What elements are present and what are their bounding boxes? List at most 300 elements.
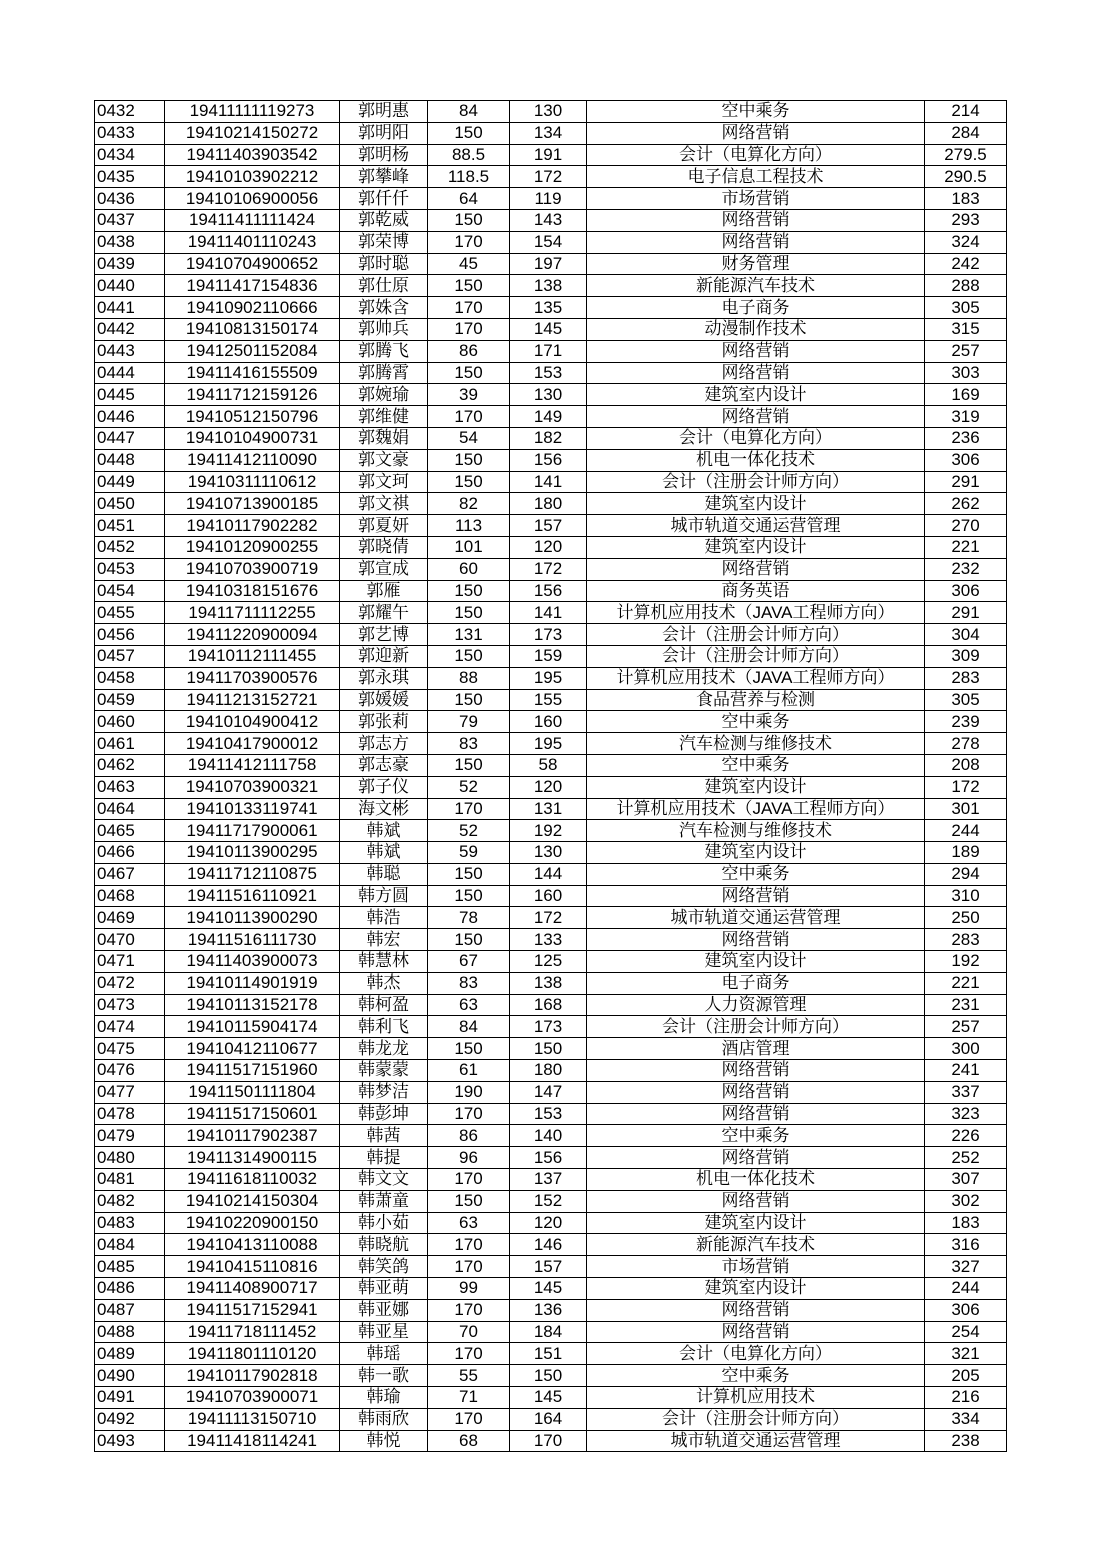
major-cell: 会计（电算化方向） <box>587 144 925 166</box>
total-score-cell: 208 <box>925 754 1007 776</box>
total-score-cell: 300 <box>925 1038 1007 1060</box>
name-cell: 韩宏 <box>340 929 428 951</box>
table-row <box>95 1408 1007 1430</box>
table-row <box>95 1212 1007 1234</box>
row-number-cell: 0443 <box>95 340 165 362</box>
major-cell: 网络营销 <box>587 1299 925 1321</box>
table-row <box>95 1256 1007 1278</box>
exam-id-cell: 19410417900012 <box>165 733 340 755</box>
table-row <box>95 994 1007 1016</box>
total-score-cell: 183 <box>925 188 1007 210</box>
total-score-cell: 323 <box>925 1103 1007 1125</box>
table-row <box>95 384 1007 406</box>
name-cell: 郭婉瑜 <box>340 384 428 406</box>
major-cell: 电子商务 <box>587 972 925 994</box>
major-cell: 计算机应用技术（JAVA工程师方向） <box>587 798 925 820</box>
score-1-cell: 101 <box>428 536 510 558</box>
score-1-cell: 61 <box>428 1060 510 1082</box>
total-score-cell: 306 <box>925 580 1007 602</box>
row-number-cell: 0453 <box>95 558 165 580</box>
exam-id-cell: 19410117902387 <box>165 1125 340 1147</box>
total-score-cell: 306 <box>925 449 1007 471</box>
table-row <box>95 1125 1007 1147</box>
row-number-cell: 0490 <box>95 1365 165 1387</box>
major-cell: 网络营销 <box>587 1103 925 1125</box>
exam-id-cell: 19411408900717 <box>165 1278 340 1300</box>
total-score-cell: 294 <box>925 863 1007 885</box>
name-cell: 郭腾霄 <box>340 362 428 384</box>
table-row <box>95 275 1007 297</box>
score-2-cell: 172 <box>510 907 587 929</box>
score-table <box>94 100 1007 1452</box>
major-cell: 电子信息工程技术 <box>587 166 925 188</box>
name-cell: 郭迎新 <box>340 645 428 667</box>
table-row <box>95 1038 1007 1060</box>
total-score-cell: 183 <box>925 1212 1007 1234</box>
table-row <box>95 449 1007 471</box>
table-row <box>95 951 1007 973</box>
row-number-cell: 0456 <box>95 624 165 646</box>
table-row <box>95 602 1007 624</box>
score-2-cell: 144 <box>510 863 587 885</box>
score-1-cell: 150 <box>428 689 510 711</box>
score-1-cell: 70 <box>428 1321 510 1343</box>
score-2-cell: 150 <box>510 1038 587 1060</box>
score-1-cell: 131 <box>428 624 510 646</box>
name-cell: 郭仕原 <box>340 275 428 297</box>
total-score-cell: 172 <box>925 776 1007 798</box>
name-cell: 郭文祺 <box>340 493 428 515</box>
table-row <box>95 972 1007 994</box>
score-1-cell: 60 <box>428 558 510 580</box>
major-cell: 建筑室内设计 <box>587 493 925 515</box>
exam-id-cell: 19411517151960 <box>165 1060 340 1082</box>
score-2-cell: 156 <box>510 1147 587 1169</box>
total-score-cell: 216 <box>925 1387 1007 1409</box>
score-1-cell: 150 <box>428 602 510 624</box>
exam-id-cell: 19410713900185 <box>165 493 340 515</box>
score-1-cell: 118.5 <box>428 166 510 188</box>
score-2-cell: 58 <box>510 754 587 776</box>
total-score-cell: 337 <box>925 1081 1007 1103</box>
row-number-cell: 0469 <box>95 907 165 929</box>
table-row <box>95 1365 1007 1387</box>
score-1-cell: 83 <box>428 733 510 755</box>
total-score-cell: 192 <box>925 951 1007 973</box>
exam-id-cell: 19412501152084 <box>165 340 340 362</box>
name-cell: 郭魏娟 <box>340 427 428 449</box>
score-2-cell: 120 <box>510 536 587 558</box>
score-2-cell: 140 <box>510 1125 587 1147</box>
total-score-cell: 257 <box>925 1016 1007 1038</box>
table-row <box>95 188 1007 210</box>
row-number-cell: 0471 <box>95 951 165 973</box>
total-score-cell: 327 <box>925 1256 1007 1278</box>
table-row <box>95 1430 1007 1452</box>
row-number-cell: 0460 <box>95 711 165 733</box>
total-score-cell: 305 <box>925 297 1007 319</box>
name-cell: 郭明杨 <box>340 144 428 166</box>
name-cell: 郭乾威 <box>340 209 428 231</box>
exam-id-cell: 19411412110090 <box>165 449 340 471</box>
exam-id-cell: 19410103902212 <box>165 166 340 188</box>
name-cell: 韩斌 <box>340 820 428 842</box>
major-cell: 会计（注册会计师方向） <box>587 1408 925 1430</box>
score-2-cell: 172 <box>510 166 587 188</box>
score-2-cell: 120 <box>510 1212 587 1234</box>
total-score-cell: 291 <box>925 602 1007 624</box>
major-cell: 市场营销 <box>587 1256 925 1278</box>
exam-id-cell: 19410104900412 <box>165 711 340 733</box>
row-number-cell: 0457 <box>95 645 165 667</box>
score-1-cell: 86 <box>428 1125 510 1147</box>
score-1-cell: 68 <box>428 1430 510 1452</box>
row-number-cell: 0432 <box>95 101 165 123</box>
score-2-cell: 151 <box>510 1343 587 1365</box>
exam-id-cell: 19410703900321 <box>165 776 340 798</box>
name-cell: 韩小茹 <box>340 1212 428 1234</box>
score-2-cell: 156 <box>510 449 587 471</box>
name-cell: 韩斌 <box>340 842 428 864</box>
table-row <box>95 624 1007 646</box>
table-row <box>95 1190 1007 1212</box>
exam-id-cell: 19410311110612 <box>165 471 340 493</box>
score-2-cell: 153 <box>510 1103 587 1125</box>
row-number-cell: 0463 <box>95 776 165 798</box>
major-cell: 计算机应用技术 <box>587 1387 925 1409</box>
score-1-cell: 170 <box>428 1256 510 1278</box>
score-2-cell: 164 <box>510 1408 587 1430</box>
total-score-cell: 310 <box>925 885 1007 907</box>
name-cell: 韩茜 <box>340 1125 428 1147</box>
score-1-cell: 79 <box>428 711 510 733</box>
name-cell: 郭宣成 <box>340 558 428 580</box>
score-2-cell: 157 <box>510 515 587 537</box>
score-2-cell: 192 <box>510 820 587 842</box>
major-cell: 计算机应用技术（JAVA工程师方向） <box>587 667 925 689</box>
score-2-cell: 138 <box>510 972 587 994</box>
table-row <box>95 1387 1007 1409</box>
table-row <box>95 929 1007 951</box>
score-1-cell: 88.5 <box>428 144 510 166</box>
major-cell: 空中乘务 <box>587 754 925 776</box>
name-cell: 郭艺博 <box>340 624 428 646</box>
table-row <box>95 1103 1007 1125</box>
major-cell: 财务管理 <box>587 253 925 275</box>
name-cell: 韩一歌 <box>340 1365 428 1387</box>
total-score-cell: 283 <box>925 667 1007 689</box>
row-number-cell: 0435 <box>95 166 165 188</box>
row-number-cell: 0486 <box>95 1278 165 1300</box>
score-1-cell: 39 <box>428 384 510 406</box>
score-2-cell: 133 <box>510 929 587 951</box>
table-row <box>95 558 1007 580</box>
total-score-cell: 306 <box>925 1299 1007 1321</box>
row-number-cell: 0488 <box>95 1321 165 1343</box>
major-cell: 建筑室内设计 <box>587 776 925 798</box>
score-2-cell: 170 <box>510 1430 587 1452</box>
exam-id-cell: 19411403903542 <box>165 144 340 166</box>
table-row <box>95 406 1007 428</box>
table-row <box>95 166 1007 188</box>
name-cell: 郭姝含 <box>340 297 428 319</box>
row-number-cell: 0455 <box>95 602 165 624</box>
score-1-cell: 170 <box>428 1343 510 1365</box>
score-1-cell: 150 <box>428 209 510 231</box>
score-1-cell: 150 <box>428 449 510 471</box>
table-row <box>95 1169 1007 1191</box>
score-2-cell: 141 <box>510 471 587 493</box>
score-1-cell: 63 <box>428 994 510 1016</box>
score-2-cell: 171 <box>510 340 587 362</box>
score-2-cell: 145 <box>510 1278 587 1300</box>
score-1-cell: 150 <box>428 1038 510 1060</box>
score-2-cell: 131 <box>510 798 587 820</box>
name-cell: 郭张莉 <box>340 711 428 733</box>
exam-id-cell: 19410902110666 <box>165 297 340 319</box>
total-score-cell: 304 <box>925 624 1007 646</box>
row-number-cell: 0447 <box>95 427 165 449</box>
score-2-cell: 130 <box>510 384 587 406</box>
score-1-cell: 170 <box>428 318 510 340</box>
row-number-cell: 0434 <box>95 144 165 166</box>
score-2-cell: 135 <box>510 297 587 319</box>
row-number-cell: 0485 <box>95 1256 165 1278</box>
total-score-cell: 221 <box>925 972 1007 994</box>
total-score-cell: 242 <box>925 253 1007 275</box>
table-row <box>95 798 1007 820</box>
score-1-cell: 150 <box>428 645 510 667</box>
exam-id-cell: 19410412110677 <box>165 1038 340 1060</box>
name-cell: 郭耀午 <box>340 602 428 624</box>
major-cell: 空中乘务 <box>587 711 925 733</box>
score-2-cell: 155 <box>510 689 587 711</box>
table-row <box>95 1299 1007 1321</box>
major-cell: 网络营销 <box>587 1190 925 1212</box>
row-number-cell: 0487 <box>95 1299 165 1321</box>
table-row <box>95 667 1007 689</box>
exam-id-cell: 19410214150304 <box>165 1190 340 1212</box>
total-score-cell: 226 <box>925 1125 1007 1147</box>
name-cell: 韩柯盈 <box>340 994 428 1016</box>
score-2-cell: 145 <box>510 318 587 340</box>
major-cell: 建筑室内设计 <box>587 536 925 558</box>
major-cell: 食品营养与检测 <box>587 689 925 711</box>
name-cell: 韩提 <box>340 1147 428 1169</box>
total-score-cell: 254 <box>925 1321 1007 1343</box>
exam-id-cell: 19411213152721 <box>165 689 340 711</box>
score-1-cell: 150 <box>428 122 510 144</box>
row-number-cell: 0444 <box>95 362 165 384</box>
score-2-cell: 152 <box>510 1190 587 1212</box>
major-cell: 会计（注册会计师方向） <box>587 471 925 493</box>
major-cell: 空中乘务 <box>587 1365 925 1387</box>
score-2-cell: 134 <box>510 122 587 144</box>
exam-id-cell: 19411516111730 <box>165 929 340 951</box>
score-1-cell: 45 <box>428 253 510 275</box>
name-cell: 韩萧童 <box>340 1190 428 1212</box>
exam-id-cell: 19410113152178 <box>165 994 340 1016</box>
exam-id-cell: 19411411111424 <box>165 209 340 231</box>
name-cell: 韩晓航 <box>340 1234 428 1256</box>
exam-id-cell: 19411412111758 <box>165 754 340 776</box>
score-2-cell: 160 <box>510 711 587 733</box>
score-2-cell: 145 <box>510 1387 587 1409</box>
score-1-cell: 150 <box>428 863 510 885</box>
name-cell: 郭攀峰 <box>340 166 428 188</box>
table-row <box>95 820 1007 842</box>
major-cell: 电子商务 <box>587 297 925 319</box>
table-row <box>95 427 1007 449</box>
name-cell: 韩瑜 <box>340 1387 428 1409</box>
table-row <box>95 318 1007 340</box>
table-row <box>95 645 1007 667</box>
major-cell: 会计（注册会计师方向） <box>587 1016 925 1038</box>
total-score-cell: 301 <box>925 798 1007 820</box>
exam-id-cell: 19411403900073 <box>165 951 340 973</box>
name-cell: 郭仟仟 <box>340 188 428 210</box>
table-row <box>95 1278 1007 1300</box>
name-cell: 郭雁 <box>340 580 428 602</box>
score-2-cell: 156 <box>510 580 587 602</box>
total-score-cell: 252 <box>925 1147 1007 1169</box>
total-score-cell: 279.5 <box>925 144 1007 166</box>
major-cell: 人力资源管理 <box>587 994 925 1016</box>
major-cell: 会计（注册会计师方向） <box>587 624 925 646</box>
major-cell: 网络营销 <box>587 885 925 907</box>
exam-id-cell: 19410813150174 <box>165 318 340 340</box>
score-2-cell: 136 <box>510 1299 587 1321</box>
score-2-cell: 195 <box>510 733 587 755</box>
score-2-cell: 157 <box>510 1256 587 1278</box>
table-row <box>95 362 1007 384</box>
exam-id-cell: 19410133119741 <box>165 798 340 820</box>
table-row <box>95 1343 1007 1365</box>
row-number-cell: 0459 <box>95 689 165 711</box>
exam-id-cell: 19410115904174 <box>165 1016 340 1038</box>
total-score-cell: 324 <box>925 231 1007 253</box>
exam-id-cell: 19410117902818 <box>165 1365 340 1387</box>
total-score-cell: 302 <box>925 1190 1007 1212</box>
score-2-cell: 173 <box>510 1016 587 1038</box>
score-1-cell: 150 <box>428 275 510 297</box>
row-number-cell: 0462 <box>95 754 165 776</box>
major-cell: 城市轨道交通运营管理 <box>587 1430 925 1452</box>
exam-id-cell: 19410415110816 <box>165 1256 340 1278</box>
total-score-cell: 214 <box>925 101 1007 123</box>
major-cell: 网络营销 <box>587 558 925 580</box>
table-row <box>95 231 1007 253</box>
table-row <box>95 101 1007 123</box>
row-number-cell: 0472 <box>95 972 165 994</box>
total-score-cell: 316 <box>925 1234 1007 1256</box>
exam-id-cell: 19411220900094 <box>165 624 340 646</box>
exam-id-cell: 19410114901919 <box>165 972 340 994</box>
score-1-cell: 82 <box>428 493 510 515</box>
score-2-cell: 168 <box>510 994 587 1016</box>
total-score-cell: 283 <box>925 929 1007 951</box>
exam-id-cell: 19410104900731 <box>165 427 340 449</box>
row-number-cell: 0473 <box>95 994 165 1016</box>
exam-id-cell: 19410703900719 <box>165 558 340 580</box>
exam-id-cell: 19411711112255 <box>165 602 340 624</box>
table-row <box>95 711 1007 733</box>
table-body <box>95 101 1007 1452</box>
score-1-cell: 170 <box>428 1103 510 1125</box>
row-number-cell: 0461 <box>95 733 165 755</box>
total-score-cell: 305 <box>925 689 1007 711</box>
major-cell: 汽车检测与维修技术 <box>587 733 925 755</box>
score-1-cell: 170 <box>428 1408 510 1430</box>
major-cell: 空中乘务 <box>587 1125 925 1147</box>
exam-id-cell: 19410703900071 <box>165 1387 340 1409</box>
major-cell: 商务英语 <box>587 580 925 602</box>
table-row <box>95 144 1007 166</box>
major-cell: 建筑室内设计 <box>587 1212 925 1234</box>
major-cell: 网络营销 <box>587 1081 925 1103</box>
row-number-cell: 0451 <box>95 515 165 537</box>
major-cell: 城市轨道交通运营管理 <box>587 515 925 537</box>
major-cell: 网络营销 <box>587 1321 925 1343</box>
score-1-cell: 170 <box>428 297 510 319</box>
exam-id-cell: 19411501111804 <box>165 1081 340 1103</box>
score-2-cell: 149 <box>510 406 587 428</box>
score-1-cell: 64 <box>428 188 510 210</box>
row-number-cell: 0493 <box>95 1430 165 1452</box>
name-cell: 韩瑶 <box>340 1343 428 1365</box>
exam-id-cell: 19411418114241 <box>165 1430 340 1452</box>
total-score-cell: 169 <box>925 384 1007 406</box>
name-cell: 韩聪 <box>340 863 428 885</box>
exam-id-cell: 19410120900255 <box>165 536 340 558</box>
total-score-cell: 291 <box>925 471 1007 493</box>
table-row <box>95 1081 1007 1103</box>
total-score-cell: 284 <box>925 122 1007 144</box>
score-1-cell: 83 <box>428 972 510 994</box>
row-number-cell: 0438 <box>95 231 165 253</box>
row-number-cell: 0489 <box>95 1343 165 1365</box>
major-cell: 建筑室内设计 <box>587 951 925 973</box>
major-cell: 网络营销 <box>587 340 925 362</box>
table-row <box>95 515 1007 537</box>
exam-id-cell: 19411718111452 <box>165 1321 340 1343</box>
row-number-cell: 0484 <box>95 1234 165 1256</box>
score-2-cell: 159 <box>510 645 587 667</box>
score-2-cell: 154 <box>510 231 587 253</box>
total-score-cell: 236 <box>925 427 1007 449</box>
total-score-cell: 319 <box>925 406 1007 428</box>
row-number-cell: 0441 <box>95 297 165 319</box>
score-2-cell: 143 <box>510 209 587 231</box>
row-number-cell: 0482 <box>95 1190 165 1212</box>
exam-id-cell: 19410113900295 <box>165 842 340 864</box>
row-number-cell: 0440 <box>95 275 165 297</box>
name-cell: 韩亚萌 <box>340 1278 428 1300</box>
total-score-cell: 239 <box>925 711 1007 733</box>
score-2-cell: 130 <box>510 842 587 864</box>
name-cell: 韩慧林 <box>340 951 428 973</box>
score-1-cell: 150 <box>428 929 510 951</box>
total-score-cell: 189 <box>925 842 1007 864</box>
name-cell: 韩方圆 <box>340 885 428 907</box>
score-2-cell: 137 <box>510 1169 587 1191</box>
score-2-cell: 180 <box>510 493 587 515</box>
row-number-cell: 0468 <box>95 885 165 907</box>
major-cell: 网络营销 <box>587 1147 925 1169</box>
major-cell: 空中乘务 <box>587 863 925 885</box>
row-number-cell: 0470 <box>95 929 165 951</box>
table-row <box>95 253 1007 275</box>
